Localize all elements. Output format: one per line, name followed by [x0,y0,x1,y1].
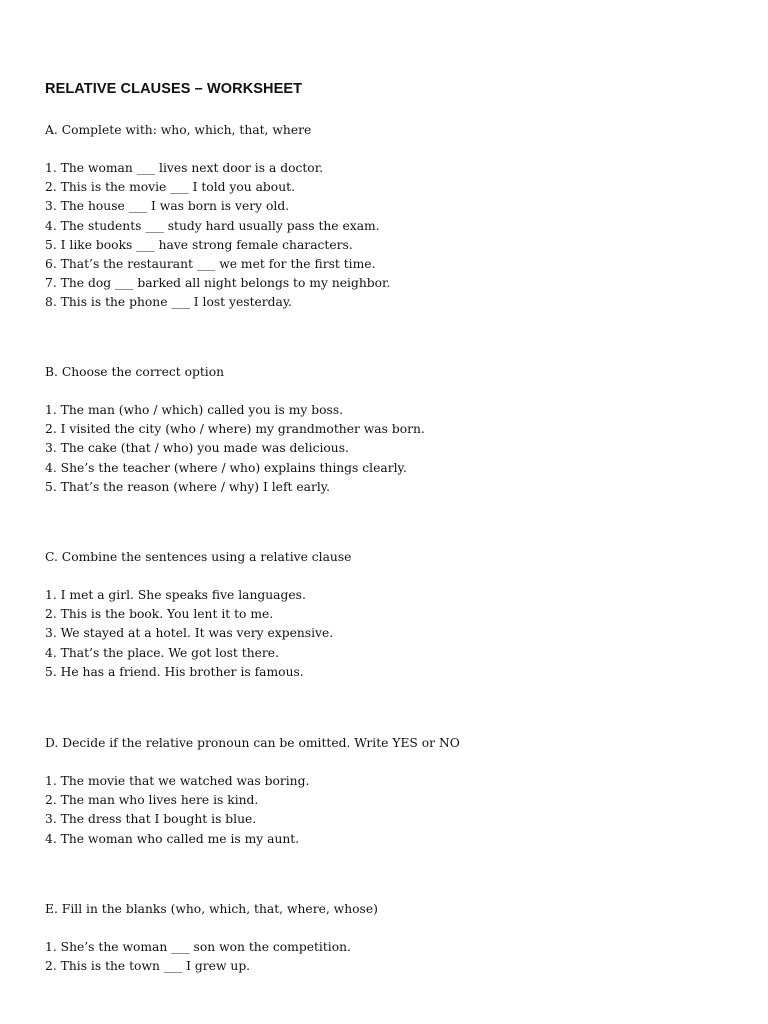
exercise-item: 1. The movie that we watched was boring. [45,774,310,788]
section-d [45,734,745,846]
exercise-item: 2. The man who lives here is kind. [45,793,259,808]
exercise-item: 5. That’s the reason (where / why) I left early. [45,479,330,494]
exercise-list [45,159,390,313]
exercise-item: 1. The woman ___ lives next door is a doctor. [45,161,324,175]
section-e [45,900,745,974]
exercise-item: 1. She’s the woman ___ son won the competition. [45,940,351,954]
exercise-item: 4. The students ___ study hard usually pass the exam. [45,218,380,233]
exercise-list [45,772,309,849]
section-heading: C. Combine the sentences using a relative clause [45,550,352,564]
exercise-item: 4. The woman who called me is my aunt. [45,831,300,846]
exercise-item: 5. I like books ___ have strong female characters. [45,237,353,252]
exercise-item: 2. I visited the city (who / where) my grandmother was born. [45,422,425,437]
section-b [45,363,745,494]
section-c [45,548,745,679]
exercise-list [45,586,333,682]
exercise-item: 8. This is the phone ___ I lost yesterday. [45,295,293,310]
exercise-item: 2. This is the book. You lent it to me. [45,607,274,622]
section-a [45,121,745,310]
exercise-item: 2. This is the town ___ I grew up. [45,959,251,974]
worksheet-page [45,0,745,1024]
exercise-item: 3. The dress that I bought is blue. [45,812,257,827]
exercise-item: 3. The house ___ I was born is very old. [45,199,290,214]
exercise-item: 4. She’s the teacher (where / who) explains things clearly. [45,460,407,475]
exercise-item: 6. That’s the restaurant ___ we met for the first time. [45,256,376,271]
section-heading: A. Complete with: who, which, that, where [45,123,312,137]
exercise-item: 3. The cake (that / who) you made was delicious. [45,441,349,456]
exercise-item: 3. We stayed at a hotel. It was very expensive. [45,626,334,641]
exercise-item: 2. This is the movie ___ I told you about. [45,180,295,195]
exercise-item: 4. That’s the place. We got lost there. [45,645,279,660]
exercise-item: 1. The man (who / which) called you is my boss. [45,403,344,417]
exercise-list [45,938,351,976]
exercise-item: 5. He has a friend. His brother is famous. [45,664,304,679]
section-heading: B. Choose the correct option [45,365,225,379]
section-heading: E. Fill in the blanks (who, which, that, where, whose) [45,902,378,916]
exercise-item: 1. I met a girl. She speaks five languages. [45,588,306,602]
exercise-list [45,401,425,497]
exercise-item: 7. The dog ___ barked all night belongs to my neighbor. [45,276,391,291]
page-title: RELATIVE CLAUSES – WORKSHEET [45,81,303,97]
section-heading: D. Decide if the relative pronoun can be omitted. Write YES or NO [45,736,460,750]
